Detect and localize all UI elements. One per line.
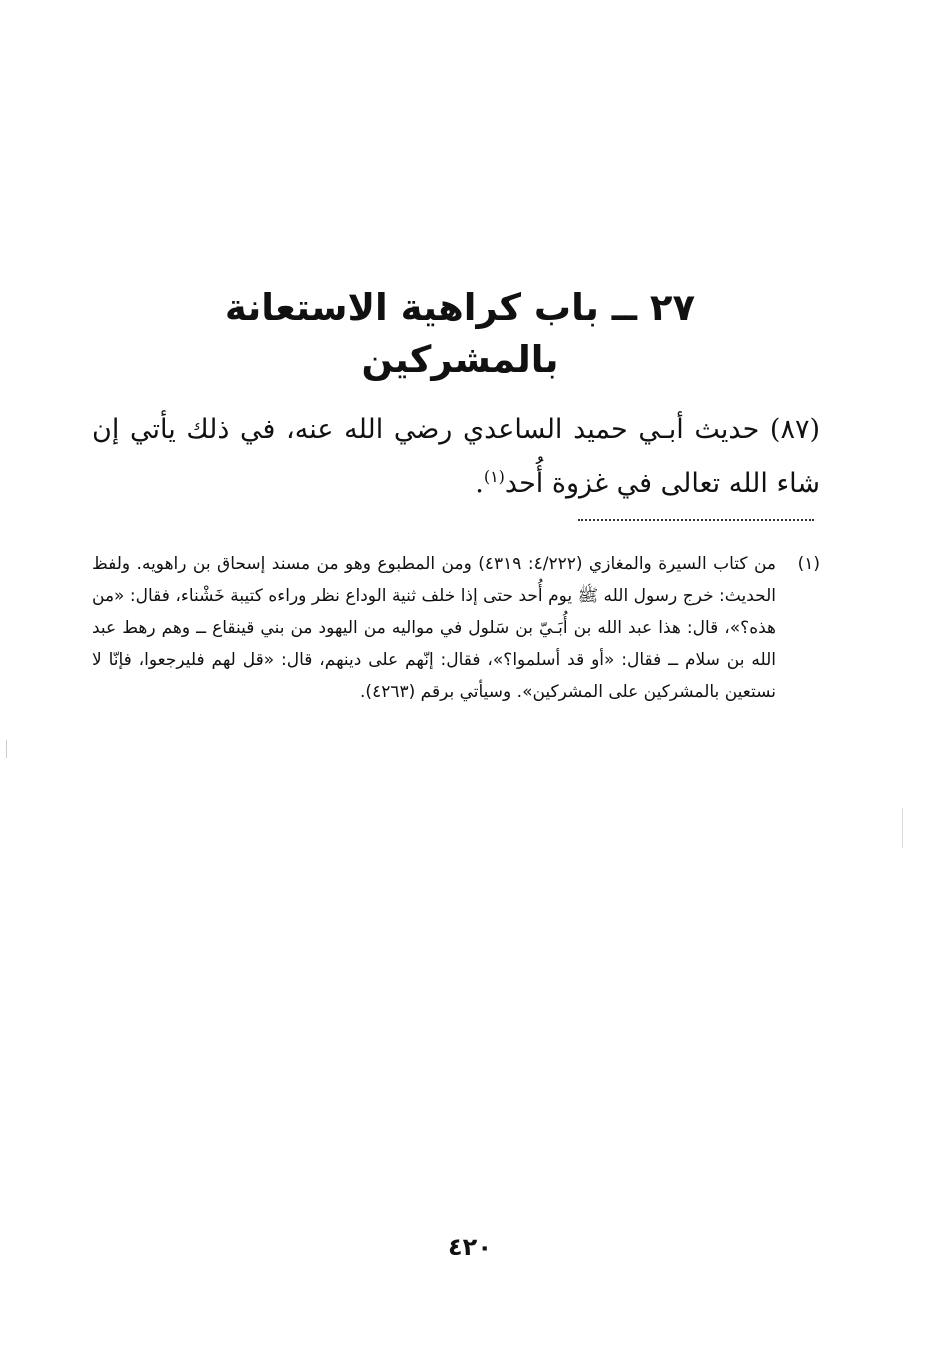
hadith-paragraph (92, 403, 820, 511)
footnote-marker: (١) (797, 554, 820, 574)
hadith-text: (٨٧) حديث أبـي حميد الساعدي رضي الله عنه، في ذلك يأتي إن شاء الله تعالى في غزوة أُحد (92, 414, 820, 499)
footnote-text: من كتاب السيرة والمغازي (٤/٢٢٢: ٤٣١٩) ومن المطبوع وهو من مسند إسحاق بن راهويه. ولفظ الحديث: خرج رسول الله ﷺ يوم أُحد حتى إذا خلف ثنية الوداع نظر وراءه كتيبة خَشْناء، فقال: «من هذه؟»، قال: هذا عبد الله بن أُبَـيّ بن سَلول في مواليه من اليهود من بني قينقاع ــ وهم رهط عبد الله بن سلام ــ فقال: «أو قد أسلموا؟»، فقال: إنّهم على دينهم، قال: «قل لهم فليرجعوا، فإنّا لا نستعين بالمشركين على المشركين». وسيأتي برقم (٤٢٦٣). (92, 554, 776, 702)
footnote-reference[interactable]: (١) (483, 467, 505, 486)
footnote-separator (578, 519, 814, 521)
hadith-end-mark: . (475, 468, 484, 499)
page-number: ٤٢٠ (448, 1233, 492, 1261)
chapter-title: ٢٧ ــ باب كراهية الاستعانة بالمشركين (224, 286, 696, 381)
scan-edge-mark (902, 808, 903, 848)
scan-edge-mark (6, 740, 7, 758)
footnote (92, 548, 820, 708)
